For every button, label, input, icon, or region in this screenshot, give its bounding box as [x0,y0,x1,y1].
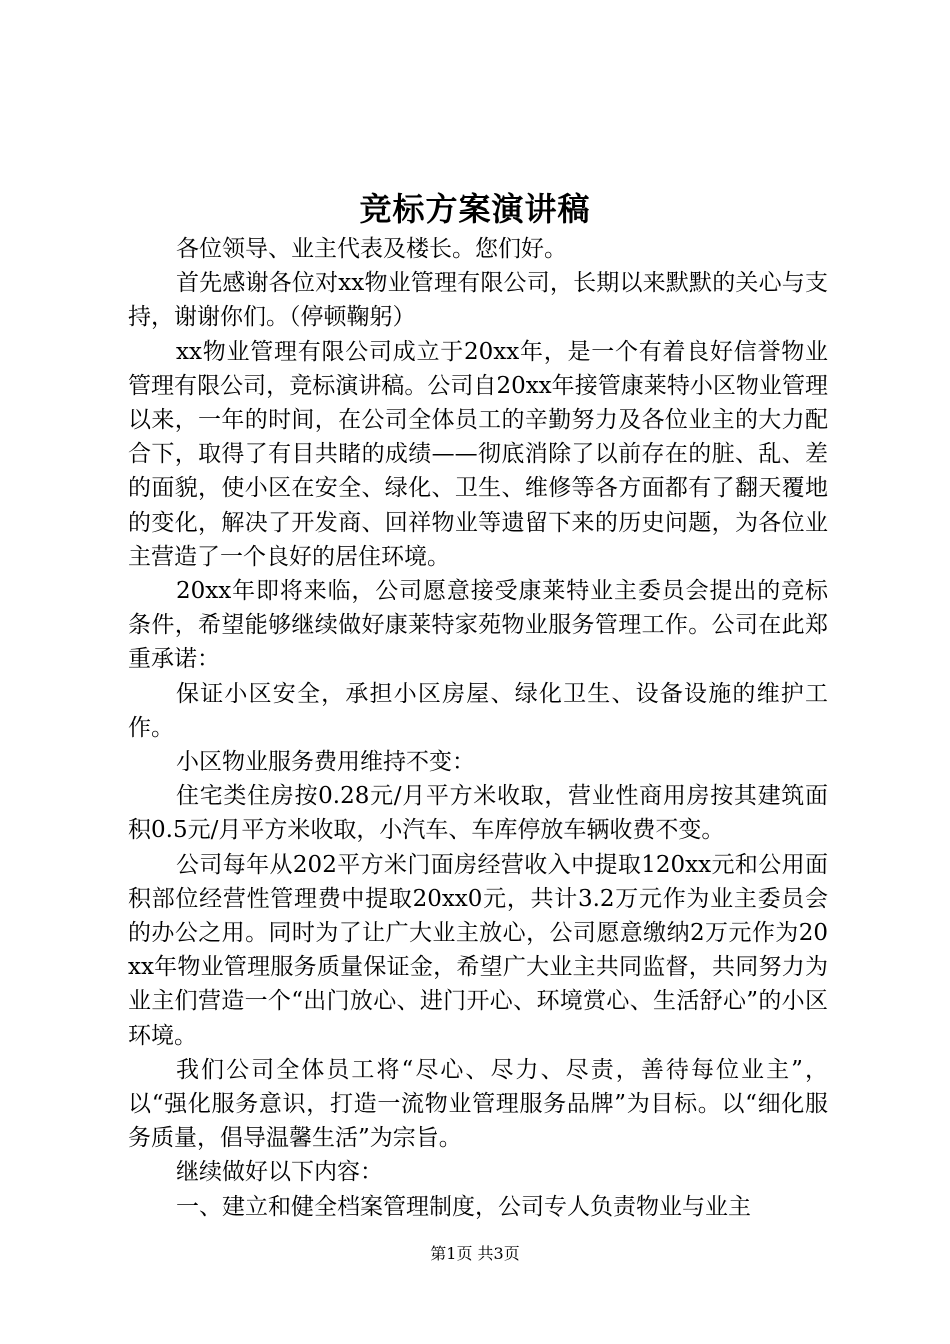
document-title: 竞标方案演讲稿 [359,190,591,228]
page-footer: 第1页 共3页 [430,1244,520,1263]
paragraph-fees-unchanged: 小区物业服务费用维持不变： [176,749,475,776]
paragraph-commitment-intro: 20xx年即将来临，公司愿意接受康莱特业主委员会提出的竞标条件，希望能够继续做好康莱特家苑物业服务管理工作。公司在此郑重承诺： [128,578,828,673]
paragraph-item-one: 一、建立和健全档案管理制度，公司专人负责物业与业主 [176,1193,751,1220]
paragraph-thanks: 首先感谢各位对xx物业管理有限公司，长期以来默默的关心与支持，谢谢你们。（停顿鞠躬） [128,270,828,331]
paragraph-safety: 保证小区安全，承担小区房屋、绿化卫生、设备设施的维护工作。 [128,680,828,741]
paragraph-fee-rates: 住宅类住房按0.28元/月平方米收取，营业性商用房按其建筑面积0.5元/月平方米收取，小汽车、车库停放车辆收费不变。 [128,783,828,844]
paragraph-greeting: 各位领导、业主代表及楼长。您们好。 [176,236,567,262]
document-body [128,232,828,1224]
paragraph-service-motto: 我们公司全体员工将“尽心、尽力、尽责，善待每位业主”，以“强化服务意识，打造一流物业管理服务品牌”为目标。以“细化服务质量，倡导温馨生活”为宗旨。 [128,1056,828,1152]
paragraph-company-intro: xx物业管理有限公司成立于20xx年，是一个有着良好信誉物业管理有限公司，竞标演讲稿。公司自20xx年接管康莱特小区物业管理以来，一年的时间，在公司全体员工的辛勤努力及各位业主的大力配合下，取得了有目共睹的成绩——彻底消除了以前存在的脏、乱、差的面貌，使小区在安全、绿化、卫生、维修等各方面都有了翻天覆地的变化，解决了开发商、回祥物业等遗留下来的历史问题，为各位业主营造了一个良好的居住环境。 [128,338,828,570]
paragraph-continue: 继续做好以下内容： [176,1159,383,1186]
paragraph-funding: 公司每年从202平方米门面房经营收入中提取120xx元和公用面积部位经营性管理费中提取20xx0元，共计3.2万元作为业主委员会的办公之用。同时为了让广大业主放心，公司愿意缴纳2万元作为20xx年物业管理服务质量保证金，希望广大业主共同监督，共同努力为业主们营造一个“出门放心、进门开心、环境赏心、生活舒心”的小区环境。 [128,851,828,1049]
